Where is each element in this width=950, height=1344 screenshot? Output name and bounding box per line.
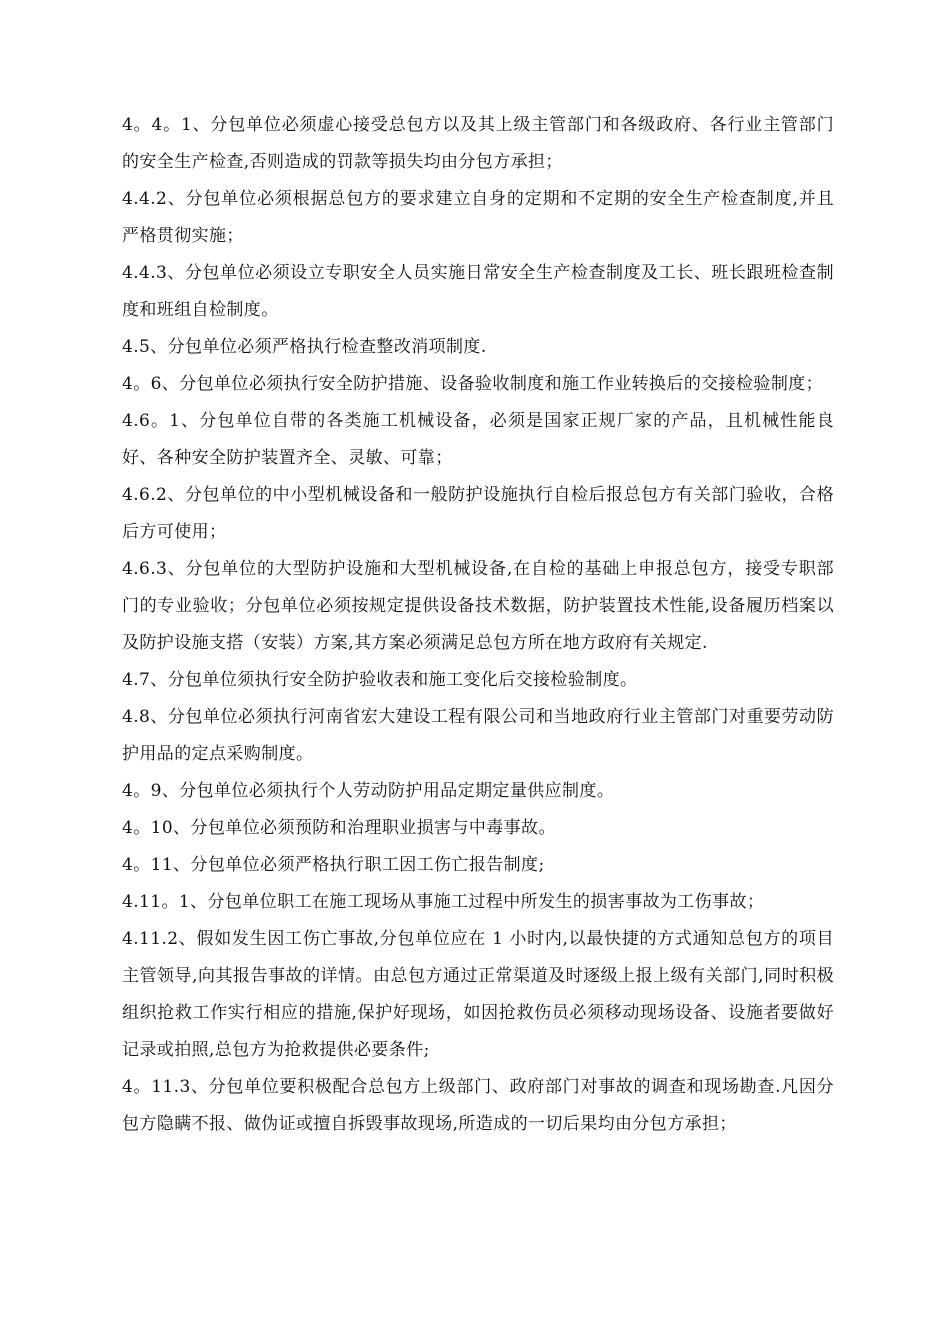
paragraph-4-7: 4.7、分包单位须执行安全防护验收表和施工变化后交接检验制度。: [122, 670, 638, 690]
paragraph-4-11-2: 4.11.2、假如发生因工伤亡事故,分包单位应在 1 小时内,以最快捷的方式通知总包方的项目主管领导,向其报告事故的详情。由总包方通过正常渠道及时逐级上报上级有关部门,同时积极组织抢救工作实行相应的措施,保护好现场，如因抢救伤员必须移动现场设备、设施者要做好记录或拍照,总包方为抢救提供必要条件;: [122, 929, 834, 1060]
paragraph-4-10: 4。10、分包单位必须预防和治理职业损害与中毒事故。: [122, 818, 556, 838]
paragraph-4-9: 4。9、分包单位必须执行个人劳动防护用品定期定量供应制度。: [122, 781, 615, 801]
document-body: [122, 107, 834, 1143]
paragraph-4-6-1: 4.6。1、分包单位自带的各类施工机械设备，必须是国家正规厂家的产品，且机械性能良好、各种安全防护装置齐全、灵敏、可靠；: [122, 411, 834, 468]
paragraph-4-8: 4.8、分包单位必须执行河南省宏大建设工程有限公司和当地政府行业主管部门对重要劳动防护用品的定点采购制度。: [122, 707, 834, 764]
paragraph-4-4-3: 4.4.3、分包单位必须设立专职安全人员实施日常安全生产检查制度及工长、班长跟班检查制度和班组自检制度。: [122, 263, 834, 320]
paragraph-4-11-3: 4。11.3、分包单位要积极配合总包方上级部门、政府部门对事故的调查和现场勘查.凡因分包方隐瞒不报、做伪证或擅自拆毁事故现场,所造成的一切后果均由分包方承担；: [122, 1077, 834, 1134]
paragraph-4-4-1: 4。4。1、分包单位必须虚心接受总包方以及其上级主管部门和各级政府、各行业主管部门的安全生产检查,否则造成的罚款等损失均由分包方承担；: [122, 115, 834, 172]
paragraph-4-4-2: 4.4.2、分包单位必须根据总包方的要求建立自身的定期和不定期的安全生产检查制度,并且严格贯彻实施；: [122, 189, 834, 246]
paragraph-4-11-1: 4.11。1、分包单位职工在施工现场从事施工过程中所发生的损害事故为工伤事故；: [122, 892, 765, 912]
paragraph-4-6: 4。6、分包单位必须执行安全防护措施、设备验收制度和施工作业转换后的交接检验制度；: [122, 374, 824, 394]
paragraph-4-5: 4.5、分包单位必须严格执行检查整改消项制度.: [122, 337, 487, 357]
paragraph-4-6-3: 4.6.3、分包单位的大型防护设施和大型机械设备,在自检的基础上申报总包方，接受专职部门的专业验收；分包单位必须按规定提供设备技术数据，防护装置技术性能,设备履历档案以及防护设施支搭（安装）方案,其方案必须满足总包方所在地方政府有关规定.: [122, 559, 834, 653]
paragraph-4-6-2: 4.6.2、分包单位的中小型机械设备和一般防护设施执行自检后报总包方有关部门验收，合格后方可使用；: [122, 485, 834, 542]
paragraph-4-11: 4。11、分包单位必须严格执行职工因工伤亡报告制度;: [122, 855, 545, 875]
